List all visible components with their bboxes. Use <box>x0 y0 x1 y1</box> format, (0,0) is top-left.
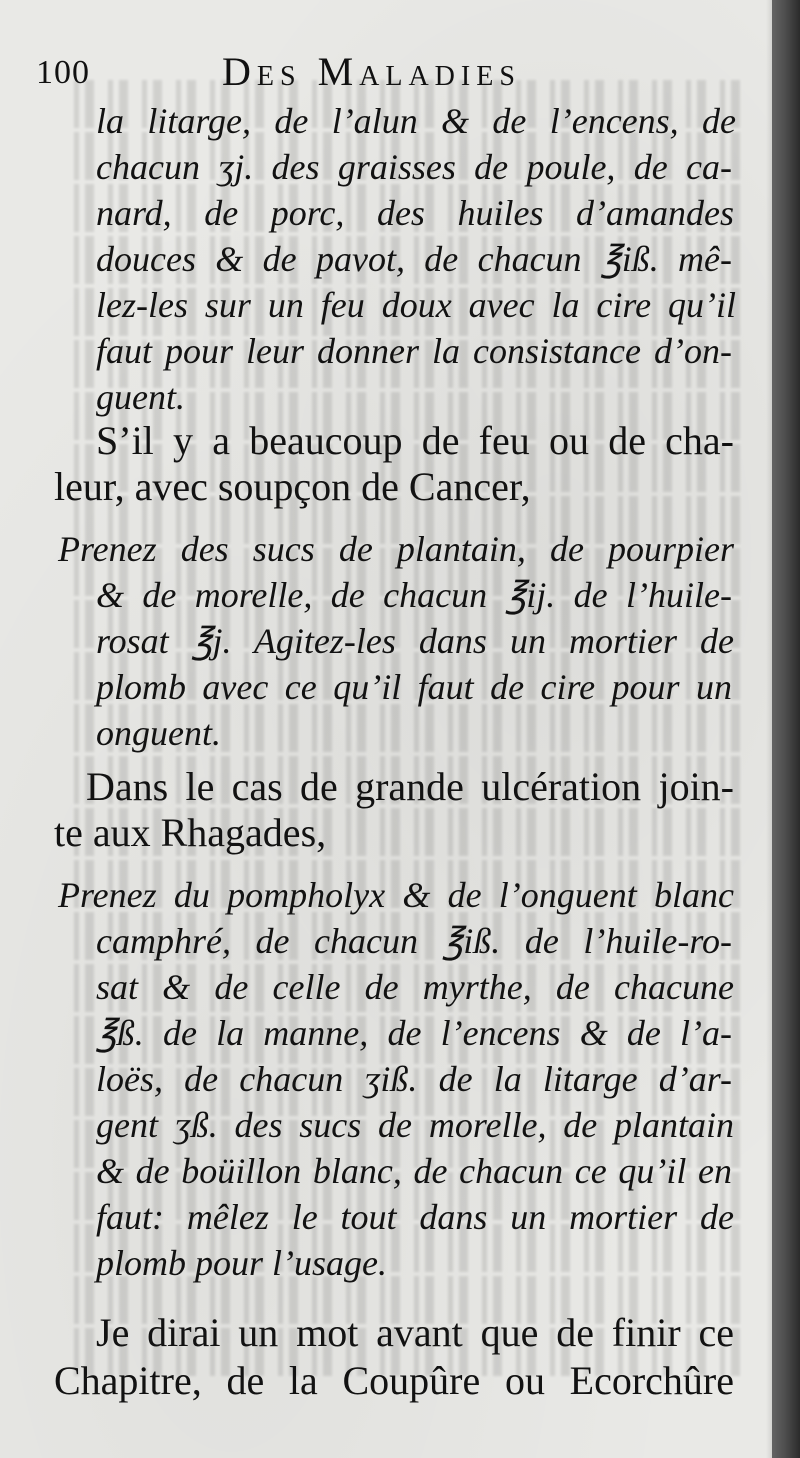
text-line: & de morelle, de chacun ℥ij. de l’huile- <box>96 575 732 615</box>
text-line: faut pour leur donner la consistance d’on- <box>96 331 732 371</box>
text-line: onguent. <box>96 713 221 753</box>
text-line: faut: mêlez le tout dans un mortier de <box>96 1197 734 1237</box>
page-edge-shadow <box>766 0 800 1458</box>
text-line: sat & de celle de myrthe, de chacune <box>96 967 734 1007</box>
text-line: Prenez des sucs de plantain, de pourpier <box>58 529 734 569</box>
running-title: Des Maladies <box>222 49 521 94</box>
text-line: plomb pour l’usage. <box>96 1243 387 1283</box>
text-line: la litarge, de l’alun & de l’encens, de <box>96 101 736 141</box>
text-line: Prenez du pompholyx & de l’onguent blanc <box>58 875 734 915</box>
text-line: plomb avec ce qu’il faut de cire pour un <box>96 667 732 707</box>
text-line: loës, de chacun ʒiß. de la litarge d’ar- <box>96 1059 732 1099</box>
text-line: lez-les sur un feu doux avec la cire qu’il <box>96 285 736 325</box>
text-line: Je dirai un mot avant que de finir ce <box>96 1310 734 1355</box>
text-line: S’il y a beaucoup de feu ou de cha- <box>96 418 734 463</box>
text-line: Dans le cas de grande ulcération join- <box>86 764 734 809</box>
text-line: camphré, de chacun ℥iß. de l’huile-ro- <box>96 921 732 961</box>
page-number: 100 <box>36 54 90 91</box>
text-line: guent. <box>96 377 185 417</box>
page-header <box>36 48 736 96</box>
text-line: leur, avec soupçon de Cancer, <box>54 464 531 509</box>
text-line: rosat ℥j. Agitez-les dans un mortier de <box>96 621 734 661</box>
text-line: & de boüillon blanc, de chacun ce qu’il en <box>96 1151 732 1191</box>
text-line: Chapitre, de la Coupûre ou Ecorchûre <box>54 1358 734 1403</box>
text-line: ℥ß. de la manne, de l’encens & de l’a- <box>96 1013 732 1053</box>
text-line: te aux Rhagades, <box>54 810 327 855</box>
text-line: nard, de porc, des huiles d’amandes <box>96 193 734 233</box>
text-line: douces & de pavot, de chacun ℥iß. mê- <box>96 239 732 279</box>
text-line: gent ʒß. des sucs de morelle, de plantain <box>96 1105 734 1145</box>
text-line: chacun ʒj. des graisses de poule, de ca- <box>96 147 732 187</box>
